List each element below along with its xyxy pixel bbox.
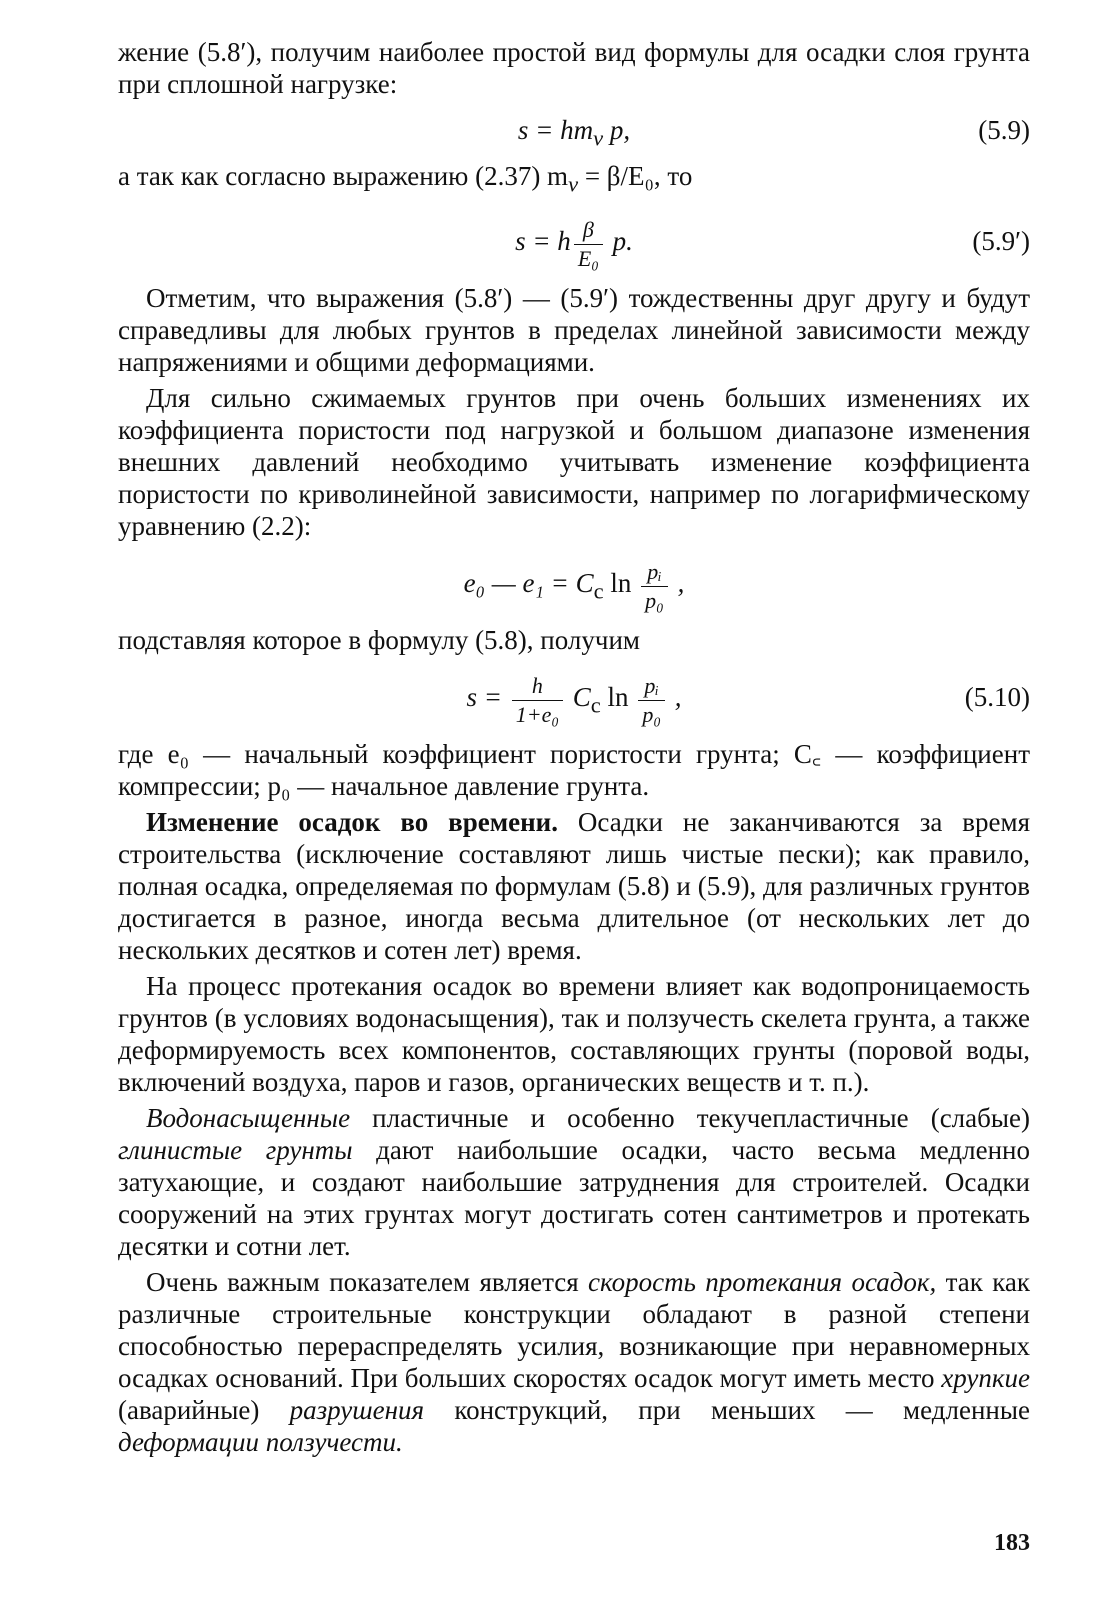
paragraph-10: Очень важным показателем является скорость протекания осадок, так как различные строительные конструкции обладают в разной степени способностью перераспределять усилия, возникающие при неравномерных осадках оснований. При больших скоростях осадок могут иметь место хрупкие (аварийные) разрушения конструкций, при меньших — медленные деформации ползучести. <box>118 1267 1030 1458</box>
paragraph-6: где e₀ — начальный коэффициент пористости грунта; C꜀ — коэффициент компрессии; p₀ — начальное давление грунта. <box>118 739 1030 802</box>
page-body <box>118 36 1030 1458</box>
equation-number: (5.10) <box>964 682 1030 713</box>
equation-number: (5.9) <box>978 115 1030 145</box>
paragraph-7: Изменение осадок во времени. Осадки не заканчиваются за время строительства (исключение составляют лишь чистые пески); как правило, полная осадка, определяемая по формулам (5.8) и (5.9), для различных грунтов достигается в разное, иногда весьма длительное (от нескольких лет до нескольких десятков и сотен лет) время. <box>118 807 1030 966</box>
paragraph-2: а так как согласно выражению (2.37) $m_v = \beta/E_0$, то <box>118 161 693 197</box>
formula-5-9 <box>118 110 1030 150</box>
paragraph-8: На процесс протекания осадок во времени влияет как водопроницаемость грунтов (в условиях водонасыщения), так и ползучесть скелета грунта, а также деформируемость всех компонентов, составляющих грунты (поровой воды, включений воздуха, паров и газов, органических веществ и т. п.). <box>118 971 1030 1098</box>
paragraph-3: Отметим, что выражения (5.8′) — (5.9′) тождественны друг другу и будут справедливы для любых грунтов в пределах линейной зависимости между напряжениями и общими деформациями. <box>118 283 1030 378</box>
paragraph-5: подставляя которое в формулу (5.8), получим <box>118 625 640 656</box>
formula-log <box>118 550 1030 616</box>
formula-5-9-prime <box>118 208 1030 274</box>
paragraph-9: Водонасыщенные пластичные и особенно текучепластичные (слабые) глинистые грунты дают наибольшие осадки, часто весьма медленно затухающие, и создают наибольшие затруднения для строителей. Осадки сооружений на этих грунтах могут достигать сотен сантиметров и протекать десятки и сотни лет. <box>118 1103 1030 1262</box>
formula-5-9-expr: $s = hm_v$ p, <box>517 115 631 151</box>
paragraph-4: Для сильно сжимаемых грунтов при очень больших изменениях их коэффициента пористости под нагрузкой и большом диапазоне изменения внешних давлений необходимо учитывать изменение коэффициента пористости по криволинейной зависимости, например по логарифмическому уравнению (2.2): <box>118 383 1030 542</box>
paragraph-1: жение (5.8′), получим наиболее простой вид формулы для осадки слоя грунта при сплошной нагрузке: <box>118 37 1030 99</box>
page-number: 183 <box>994 1530 1030 1556</box>
formula-5-10-expr: s = $\frac{h}{\text{1+e₀}}$ $C_c$ ln $\frac{\text{pᵢ}}{\text{p₀}}$ , <box>466 672 682 727</box>
section-heading: Изменение осадок во времени. <box>146 807 558 838</box>
formula-5-9-prime-expr: s = h $\frac{\beta}{\text{E₀}}$ p. <box>515 216 633 271</box>
formula-5-10 <box>118 664 1030 730</box>
formula-log-expr: e₀ — $e_1 = C_c$ ln $\frac{\text{pᵢ}}{\text{p₀}}$ , <box>463 558 685 613</box>
equation-number: (5.9′) <box>972 226 1030 257</box>
